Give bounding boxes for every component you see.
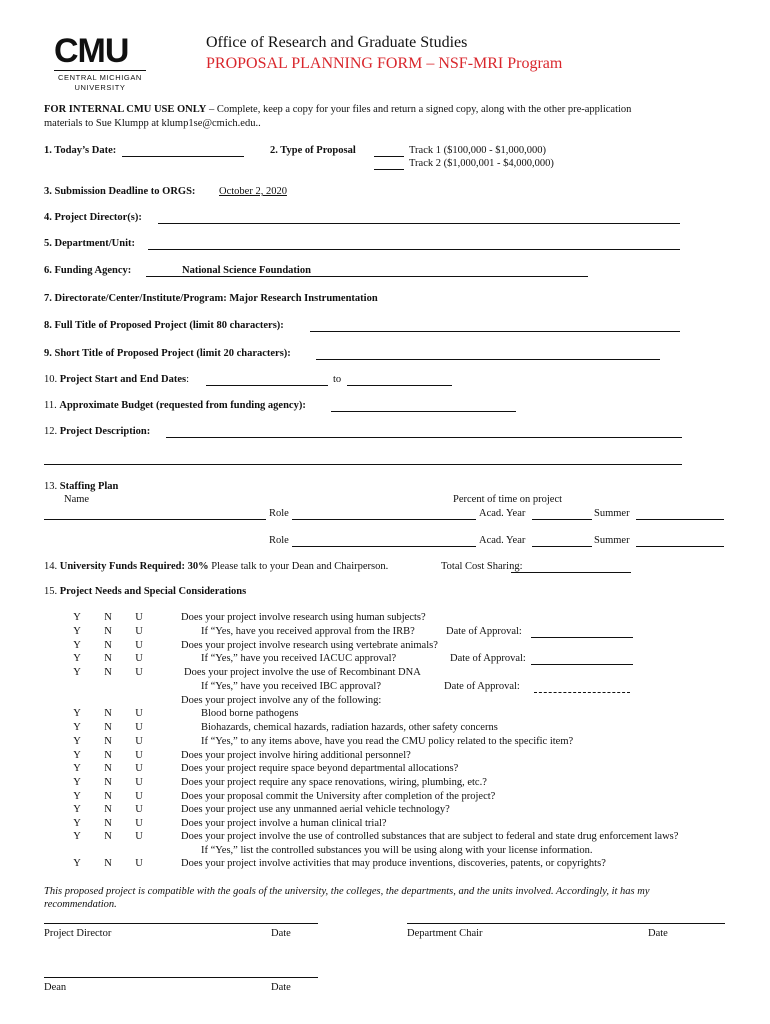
q-blood-pathogens: Blood borne pathogens <box>201 708 299 719</box>
dates-label: Project Start and End Dates <box>59 374 187 385</box>
answer-no-5[interactable]: N <box>104 667 112 678</box>
answer-unsure-2[interactable]: U <box>135 626 143 637</box>
description-number: 12. <box>44 426 58 437</box>
answer-unsure-15[interactable]: U <box>135 831 143 842</box>
answer-no-16[interactable]: N <box>104 858 112 869</box>
track1-checkbox-line[interactable] <box>374 156 404 157</box>
q-commit-university: Does your proposal commit the University after completion of the project? <box>181 791 496 802</box>
funds-text: Please talk to your Dean and Chairperson. <box>211 561 389 572</box>
answer-no-10[interactable]: N <box>104 763 112 774</box>
answer-yes-4[interactable]: Y <box>73 653 81 664</box>
answer-unsure-8[interactable]: U <box>135 736 143 747</box>
q-ibc-approval: If “Yes,” have you received IBC approval? <box>201 681 381 692</box>
answer-yes-10[interactable]: Y <box>73 763 81 774</box>
deadline-label: 3. Submission Deadline to ORGS: <box>44 186 196 197</box>
director-date-label: Date <box>271 928 291 939</box>
start-date-field[interactable] <box>206 385 328 386</box>
deadline-value: October 2, 2020 <box>219 186 287 197</box>
staff-acad-field-1[interactable] <box>532 519 592 520</box>
answer-no-11[interactable]: N <box>104 777 112 788</box>
staff-acad-label-2: Acad. Year <box>479 535 526 546</box>
answer-no-4[interactable]: N <box>104 653 112 664</box>
q-hiring: Does your project involve hiring additional personnel? <box>181 750 411 761</box>
dates-number: 10. <box>44 374 58 385</box>
funds-number: 14. <box>44 561 58 572</box>
answer-no-12[interactable]: N <box>104 791 112 802</box>
full-title-label: 8. Full Title of Proposed Project (limit 80 characters): <box>44 320 284 331</box>
answer-yes-3[interactable]: Y <box>73 640 81 651</box>
answer-yes-11[interactable]: Y <box>73 777 81 788</box>
q-following: Does your project involve any of the following: <box>181 695 382 706</box>
staff-role-field-1[interactable] <box>292 519 476 520</box>
answer-unsure-16[interactable]: U <box>135 858 143 869</box>
answer-unsure-5[interactable]: U <box>135 667 143 678</box>
dean-signature-line[interactable] <box>44 977 318 978</box>
needs-title: Project Needs and Special Considerations <box>59 586 247 597</box>
closing-line-1: This proposed project is compatible with the goals of the university, the colleges, the departments, and the units involved. Accordingly, it has my <box>44 886 650 897</box>
answer-no-9[interactable]: N <box>104 750 112 761</box>
answer-unsure-13[interactable]: U <box>135 804 143 815</box>
answer-unsure-4[interactable]: U <box>135 653 143 664</box>
intro-bold: FOR INTERNAL CMU USE ONLY <box>44 104 207 115</box>
answer-no-14[interactable]: N <box>104 818 112 829</box>
answer-yes-15[interactable]: Y <box>73 831 81 842</box>
q-clinical-trial: Does your project involve a human clinical trial? <box>181 818 387 829</box>
office-title: Office of Research and Graduate Studies <box>206 34 468 51</box>
staffing-title: Staffing Plan <box>59 481 119 492</box>
budget-label: Approximate Budget (requested from funding agency): <box>59 400 306 411</box>
dates-row <box>44 374 189 385</box>
q-human-subjects: Does your project involve research using human subjects? <box>181 612 426 623</box>
todays-date-field[interactable] <box>122 156 244 157</box>
project-director-sig-label: Project Director <box>44 928 112 939</box>
chair-date-label: Date <box>648 928 668 939</box>
form-title: PROPOSAL PLANNING FORM – NSF-MRI Program <box>206 55 563 72</box>
needs-row <box>44 586 246 597</box>
funding-agency-field[interactable] <box>146 276 588 277</box>
q-inventions: Does your project involve activities that may produce inventions, discoveries, patents, or copyrights? <box>181 858 606 869</box>
staffing-percent-header: Percent of time on project <box>453 494 563 505</box>
intro-line-1 <box>44 104 631 115</box>
chair-signature-line[interactable] <box>407 923 725 924</box>
description-field-2[interactable] <box>44 464 682 465</box>
answer-yes-14[interactable]: Y <box>73 818 81 829</box>
total-cost-sharing-label: Total Cost Sharing: <box>441 561 523 572</box>
funds-row <box>44 561 388 572</box>
department-label: 5. Department/Unit: <box>44 238 135 249</box>
q-controlled-substances: Does your project involve the use of controlled substances that are subject to federal and state drug enforcement laws? <box>181 831 679 842</box>
department-field[interactable] <box>148 249 680 250</box>
funds-bold: University Funds Required: 30% <box>59 561 209 572</box>
irb-date-field[interactable] <box>531 637 633 638</box>
staff-role-label-2: Role <box>269 535 289 546</box>
answer-no-13[interactable]: N <box>104 804 112 815</box>
staff-summer-field-1[interactable] <box>636 519 724 520</box>
answer-yes-9[interactable]: Y <box>73 750 81 761</box>
answer-yes-12[interactable]: Y <box>73 791 81 802</box>
answer-unsure-6[interactable]: U <box>135 708 143 719</box>
dean-sig-label: Dean <box>44 982 67 993</box>
budget-number: 11. <box>44 400 57 411</box>
project-director-label: 4. Project Director(s): <box>44 212 142 223</box>
answer-no-15[interactable]: N <box>104 831 112 842</box>
answer-no-6[interactable]: N <box>104 708 112 719</box>
answer-unsure-10[interactable]: U <box>135 763 143 774</box>
proposal-type-label: 2. Type of Proposal <box>270 145 356 156</box>
answer-unsure-1[interactable]: U <box>135 612 143 623</box>
intro-line-2: materials to Sue Klumpp at klump1se@cmich.edu.. <box>44 118 261 129</box>
answer-unsure-3[interactable]: U <box>135 640 143 651</box>
staff-name-field-1[interactable] <box>44 519 266 520</box>
answer-unsure-11[interactable]: U <box>135 777 143 788</box>
answer-yes-2[interactable]: Y <box>73 626 81 637</box>
department-chair-sig-label: Department Chair <box>407 928 483 939</box>
description-label: Project Description: <box>59 426 151 437</box>
intro-text: – Complete, keep a copy for your files and return a signed copy, along with the other pre-application <box>206 104 632 115</box>
answer-yes-6[interactable]: Y <box>73 708 81 719</box>
iacuc-date-field[interactable] <box>531 664 633 665</box>
staff-acad-field-2[interactable] <box>532 546 592 547</box>
q-vertebrate-animals: Does your project involve research using vertebrate animals? <box>181 640 438 651</box>
answer-no-3[interactable]: N <box>104 640 112 651</box>
director-signature-line[interactable] <box>44 923 318 924</box>
logo: CMU <box>54 32 129 70</box>
answer-no-1[interactable]: N <box>104 612 112 623</box>
description-field-1[interactable] <box>166 437 682 438</box>
track1-label: Track 1 ($100,000 - $1,000,000) <box>409 145 546 156</box>
staffing-name-header: Name <box>64 494 90 505</box>
budget-row <box>44 400 306 411</box>
dates-colon: : <box>186 374 190 385</box>
total-cost-sharing-field[interactable] <box>511 572 631 573</box>
short-title-label: 9. Short Title of Proposed Project (limit 20 characters): <box>44 348 291 359</box>
q-uav: Does your project use any unmanned aerial vehicle technology? <box>181 804 450 815</box>
q-iacuc-date-label: Date of Approval: <box>450 653 526 664</box>
answer-yes-13[interactable]: Y <box>73 804 81 815</box>
track2-label: Track 2 ($1,000,001 - $4,000,000) <box>409 158 554 169</box>
dean-date-label: Date <box>271 982 291 993</box>
needs-number: 15. <box>44 586 58 597</box>
q-iacuc-approval: If “Yes,” have you received IACUC approval? <box>201 653 397 664</box>
todays-date-label: 1. Today’s Date: <box>44 145 117 156</box>
directorate-label: 7. Directorate/Center/Institute/Program: Major Research Instrumentation <box>44 293 378 304</box>
answer-yes-16[interactable]: Y <box>73 858 81 869</box>
q-license-info: If “Yes,” list the controlled substances you will be using along with your license information. <box>201 845 593 856</box>
answer-unsure-7[interactable]: U <box>135 722 143 733</box>
short-title-field[interactable] <box>316 359 660 360</box>
q-space: Does your project require space beyond departmental allocations? <box>181 763 459 774</box>
funding-agency-label: 6. Funding Agency: <box>44 265 132 276</box>
description-row <box>44 426 150 437</box>
q-recombinant-dna: Does your project involve the use of Recombinant DNA <box>184 667 421 678</box>
staff-acad-label-1: Acad. Year <box>479 508 526 519</box>
q-irb-date-label: Date of Approval: <box>446 626 522 637</box>
track2-checkbox-line[interactable] <box>374 169 404 170</box>
answer-unsure-14[interactable]: U <box>135 818 143 829</box>
q-biohazards: Biohazards, chemical hazards, radiation hazards, other safety concerns <box>201 722 498 733</box>
logo-subtitle-1: CENTRAL MICHIGAN <box>58 73 142 82</box>
ibc-date-field[interactable] <box>534 692 630 693</box>
q-renovations: Does your project require any space renovations, wiring, plumbing, etc.? <box>181 777 487 788</box>
logo-subtitle-2: UNIVERSITY <box>74 83 126 92</box>
answer-no-2[interactable]: N <box>104 626 112 637</box>
closing-line-2: recommendation. <box>44 899 117 910</box>
staff-role-field-2[interactable] <box>292 546 476 547</box>
answer-yes-1[interactable]: Y <box>73 612 81 623</box>
q-cmu-policy: If “Yes,” to any items above, have you read the CMU policy related to the specific item? <box>201 736 574 747</box>
staff-summer-label-2: Summer <box>594 535 630 546</box>
staff-summer-label-1: Summer <box>594 508 630 519</box>
funding-agency-value: National Science Foundation <box>182 265 311 276</box>
answer-yes-5[interactable]: Y <box>73 667 81 678</box>
staff-role-label-1: Role <box>269 508 289 519</box>
end-date-field[interactable] <box>347 385 452 386</box>
q-ibc-date-label: Date of Approval: <box>444 681 520 692</box>
answer-yes-8[interactable]: Y <box>73 736 81 747</box>
project-director-field[interactable] <box>158 223 680 224</box>
answer-no-8[interactable]: N <box>104 736 112 747</box>
q-irb-approval: If “Yes, have you received approval from the IRB? <box>201 626 415 637</box>
answer-yes-7[interactable]: Y <box>73 722 81 733</box>
staffing-number: 13. <box>44 481 58 492</box>
staffing-row <box>44 481 118 492</box>
logo-divider <box>54 70 146 71</box>
answer-no-7[interactable]: N <box>104 722 112 733</box>
full-title-field[interactable] <box>310 331 680 332</box>
staff-summer-field-2[interactable] <box>636 546 724 547</box>
answer-unsure-9[interactable]: U <box>135 750 143 761</box>
answer-unsure-12[interactable]: U <box>135 791 143 802</box>
budget-field[interactable] <box>331 411 516 412</box>
dates-to: to <box>333 374 342 385</box>
